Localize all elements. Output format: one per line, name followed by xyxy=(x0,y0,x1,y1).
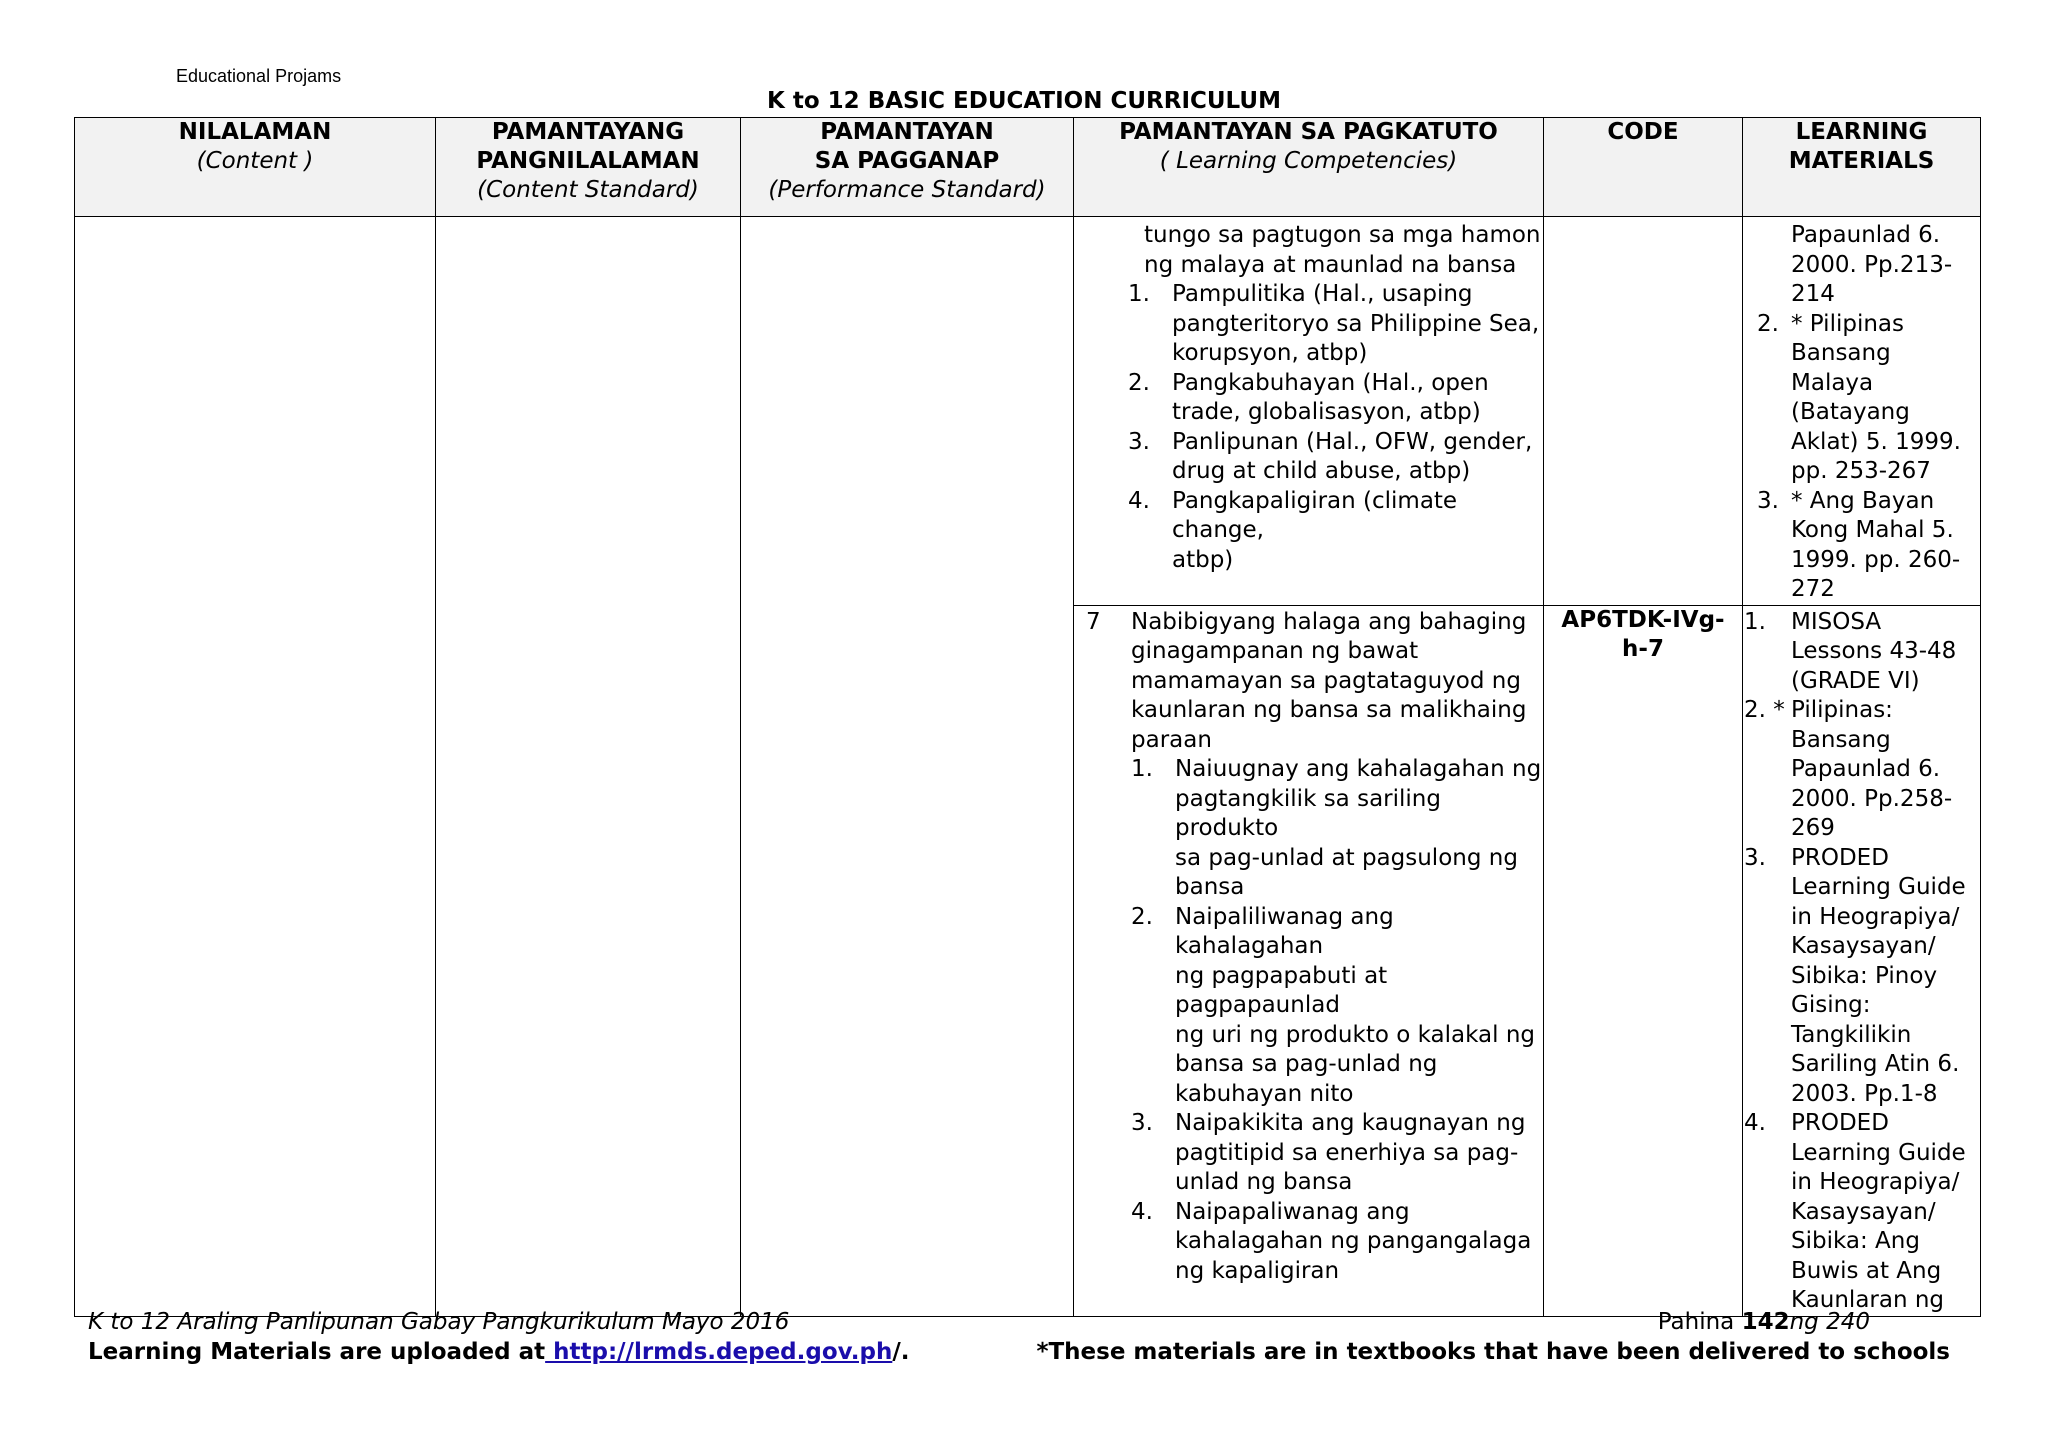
footer-right xyxy=(1036,1307,1950,1367)
list-item: 4. Naipapaliwanag ang kahalagahan ng pangangalaga ng kapaligiran xyxy=(1131,1198,1532,1284)
competency-list xyxy=(1074,755,1543,1286)
list-item: 2. * Pilipinas Bansang Malaya (Batayang Aklat) 5. 1999. pp. 253-267 xyxy=(1757,310,1961,484)
header-content: NILALAMAN (Content ) xyxy=(75,118,436,217)
footer-textbook-note: *These materials are in textbooks that have been delivered to schools xyxy=(1036,1339,1950,1365)
performance-standard-cell xyxy=(741,217,1074,1317)
list-item: 1. Naiuugnay ang kahalagahan ng pagtangkilik sa sariling produkto sa pag-unlad at pagsulong ng bansa xyxy=(1131,756,1542,900)
table-row xyxy=(75,217,1981,606)
list-item: 4. PRODED Learning Guide in Heograpiya/ Kasaysayan/ Sibika: Ang Buwis at Ang Kaunlaran ng xyxy=(1744,1110,1966,1313)
code-cell: AP6TDK-IVg- h-7 xyxy=(1544,605,1743,1316)
code-cell xyxy=(1544,217,1743,606)
list-item: 4. Pangkapaligiran (climate change, atbp) xyxy=(1128,487,1458,573)
list-item: 2. * Pilipinas: Bansang Papaunlad 6. 2000. Pp.258- 269 xyxy=(1744,697,1953,841)
header-performance-standard: PAMANTAYAN SA PAGGANAP (Performance Standard) xyxy=(741,118,1074,217)
materials-cell xyxy=(1743,217,1981,606)
table-header-row xyxy=(75,118,1981,217)
list-item: 3. PRODED Learning Guide in Heograpiya/ Kasaysayan/ Sibika: Pinoy Gising: Tangkilikin Sariling Atin 6. 2003. Pp.1-8 xyxy=(1744,844,1966,1107)
header-content-standard: PAMANTAYANG PANGNILALAMAN (Content Standard) xyxy=(436,118,741,217)
header-learning-competencies: PAMANTAYAN SA PAGKATUTO ( Learning Competencies) xyxy=(1074,118,1544,217)
competency-intro: Nabibigyang halaga ang bahaging ginagampanan ng bawat mamamayan sa pagtataguyod ng kaunlaran ng bansa sa malikhaing paraan xyxy=(1131,608,1527,753)
header-learning-materials: LEARNING MATERIALS xyxy=(1743,118,1981,217)
footer-upload-note: Learning Materials are uploaded at http://lrmds.deped.gov.ph/. xyxy=(88,1339,910,1365)
competency-number: 7 xyxy=(1086,608,1101,635)
materials-cell xyxy=(1743,605,1981,1316)
footer-guide-title: K to 12 Araling Panlipunan Gabay Pangkurikulum Mayo 2016 xyxy=(88,1309,790,1335)
materials-intro: Papaunlad 6. 2000. Pp.213- 214 xyxy=(1791,222,1953,307)
content-standard-cell xyxy=(436,217,741,1317)
list-item: 2. Pangkabuhayan (Hal., open trade, globalisasyon, atbp) xyxy=(1128,369,1489,425)
list-item: 3. * Ang Bayan Kong Mahal 5. 1999. pp. 260- 272 xyxy=(1757,487,1961,602)
curriculum-table xyxy=(74,117,1981,1317)
list-item: 3. Panlipunan (Hal., OFW, gender, drug at child abuse, atbp) xyxy=(1128,428,1533,484)
competency-intro: tungo sa pagtugon sa mga hamon ng malaya at maunlad na bansa xyxy=(1144,222,1541,278)
content-cell xyxy=(75,217,436,1317)
list-item: 1. Pampulitika (Hal., usaping pangteritoryo sa Philippine Sea, korupsyon, atbp) xyxy=(1128,281,1540,366)
header-code: CODE xyxy=(1544,118,1743,217)
list-item: 1. MISOSA Lessons 43-48 (GRADE VI) xyxy=(1744,608,1957,694)
competency-list xyxy=(1074,280,1543,575)
competency-cell xyxy=(1074,605,1544,1316)
watermark-text: Educational Projams xyxy=(176,66,342,86)
footer-left xyxy=(88,1307,909,1367)
list-item: 3. Naipakikita ang kaugnayan ng pagtitipid sa enerhiya sa pag- unlad ng bansa xyxy=(1131,1110,1526,1195)
competency-cell xyxy=(1074,217,1544,606)
list-item: 2. Naipaliliwanag ang kahalagahan ng pagpapabuti at pagpapaunlad ng uri ng produkto o kalakal ng bansa sa pag-unlad ng kabuhayan nito xyxy=(1131,903,1535,1107)
page-number: Pahina 142ng 240 xyxy=(1657,1309,1870,1335)
lrmds-link[interactable]: http://lrmds.deped.gov.ph xyxy=(545,1339,893,1365)
document-title: K to 12 BASIC EDUCATION CURRICULUM xyxy=(767,88,1281,114)
